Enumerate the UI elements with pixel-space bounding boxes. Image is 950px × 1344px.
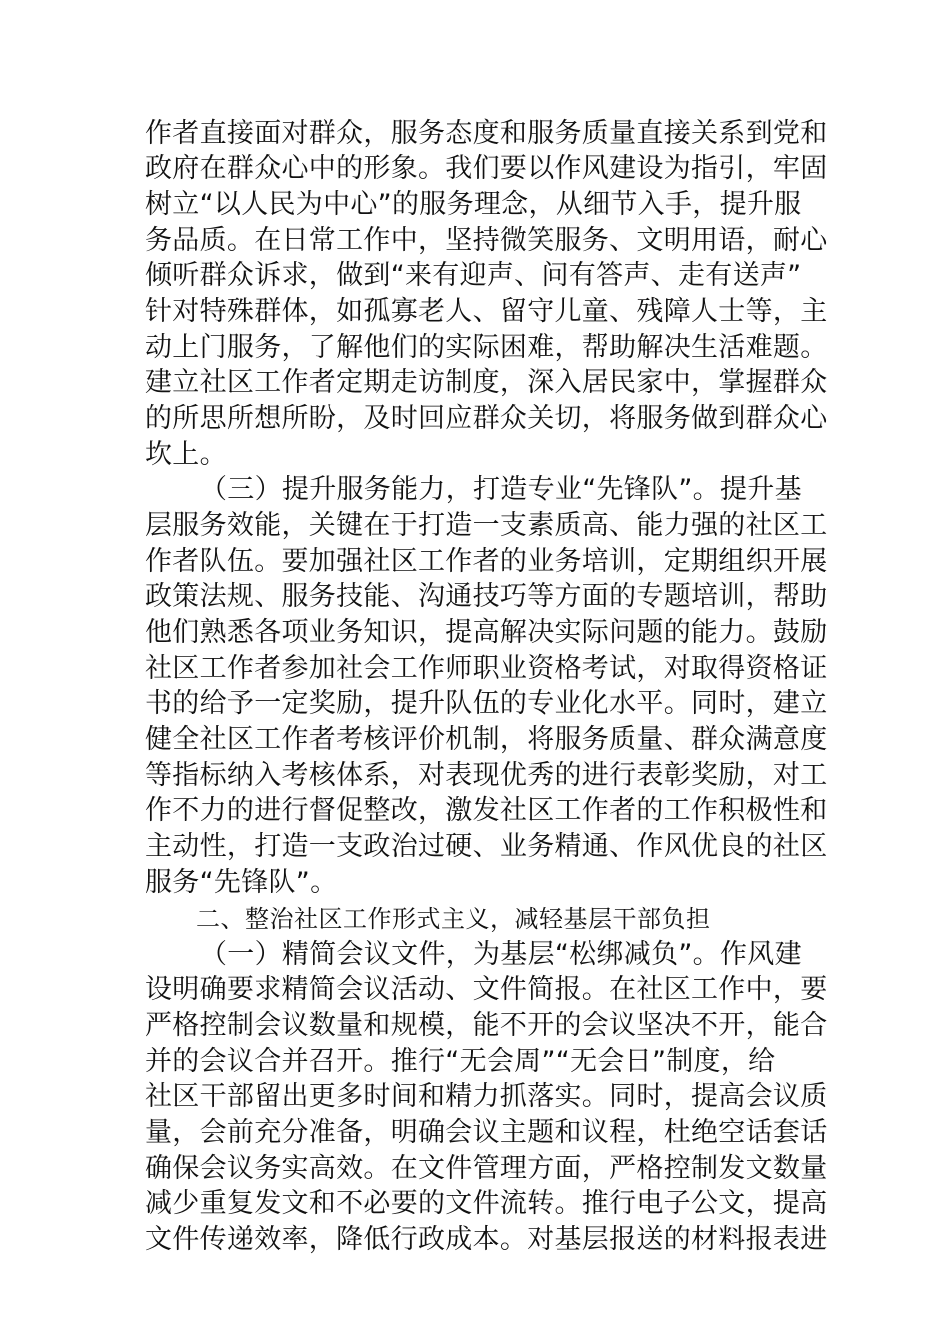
text-line: 树立“以人民为中心”的服务理念，从细节入手，提升服 (145, 189, 802, 220)
text-line: 健全社区工作者考核评价机制，将服务质量、群众满意度 (145, 724, 828, 755)
chapter-heading: 二、整治社区工作形式主义，减轻基层干部负担 (196, 905, 711, 933)
text-line: 文件传递效率，降低行政成本。对基层报送的材料报表进 (145, 1224, 828, 1255)
text-line: 务品质。在日常工作中，坚持微笑服务、文明用语，耐心 (145, 225, 828, 256)
text-line: 服务“先锋队”。 (145, 867, 338, 898)
text-line: 减少重复发文和不必要的文件流转。推行电子公文，提高 (145, 1188, 828, 1219)
text-line: 建立社区工作者定期走访制度，深入居民家中，掌握群众 (145, 367, 828, 398)
text-line: 作不力的进行督促整改，激发社区工作者的工作积极性和 (145, 795, 828, 826)
text-line: 等指标纳入考核体系，对表现优秀的进行表彰奖励，对工 (145, 760, 828, 791)
text-line: 政府在群众心中的形象。我们要以作风建设为指引，牢固 (145, 153, 828, 184)
text-line: 动上门服务，了解他们的实际困难，帮助解决生活难题。 (145, 332, 828, 363)
text-line: 他们熟悉各项业务知识，提高解决实际问题的能力。鼓励 (145, 617, 828, 648)
text-line: 社区工作者参加社会工作师职业资格考试，对取得资格证 (145, 653, 828, 684)
text-line: 严格控制会议数量和规模，能不开的会议坚决不开，能合 (145, 1010, 828, 1041)
section-heading: （三）提升服务能力，打造专业“先锋队”。提升基 (200, 474, 802, 505)
text-line: 社区干部留出更多时间和精力抓落实。同时，提高会议质 (145, 1081, 828, 1112)
text-line: 并的会议合并召开。推行“无会周”“无会日”制度，给 (145, 1046, 776, 1077)
text-line: 的所思所想所盼，及时回应群众关切，将服务做到群众心 (145, 403, 828, 434)
text-line: 设明确要求精简会议活动、文件简报。在社区工作中，要 (145, 974, 828, 1005)
text-line: 作者队伍。要加强社区工作者的业务培训，定期组织开展 (145, 546, 828, 577)
text-line: 坎上。 (145, 439, 227, 470)
text-line: 倾听群众诉求，做到“来有迎声、问有答声、走有送声” (145, 260, 802, 291)
text-line: 书的给予一定奖励，提升队伍的专业化水平。同时，建立 (145, 688, 828, 719)
section-heading: （一）精简会议文件，为基层“松绑减负”。作风建 (200, 939, 802, 970)
text-line: 针对特殊群体，如孤寡老人、留守儿童、残障人士等，主 (145, 296, 828, 327)
text-line: 层服务效能，关键在于打造一支素质高、能力强的社区工 (145, 510, 828, 541)
text-line: 量，会前充分准备，明确会议主题和议程，杜绝空话套话 (145, 1117, 828, 1148)
text-line: 确保会议务实高效。在文件管理方面，严格控制发文数量 (145, 1153, 828, 1184)
text-line: 政策法规、服务技能、沟通技巧等方面的专题培训，帮助 (145, 581, 828, 612)
text-line: 作者直接面对群众，服务态度和服务质量直接关系到党和 (145, 118, 828, 149)
text-line: 主动性，打造一支政治过硬、业务精通、作风优良的社区 (145, 831, 828, 862)
